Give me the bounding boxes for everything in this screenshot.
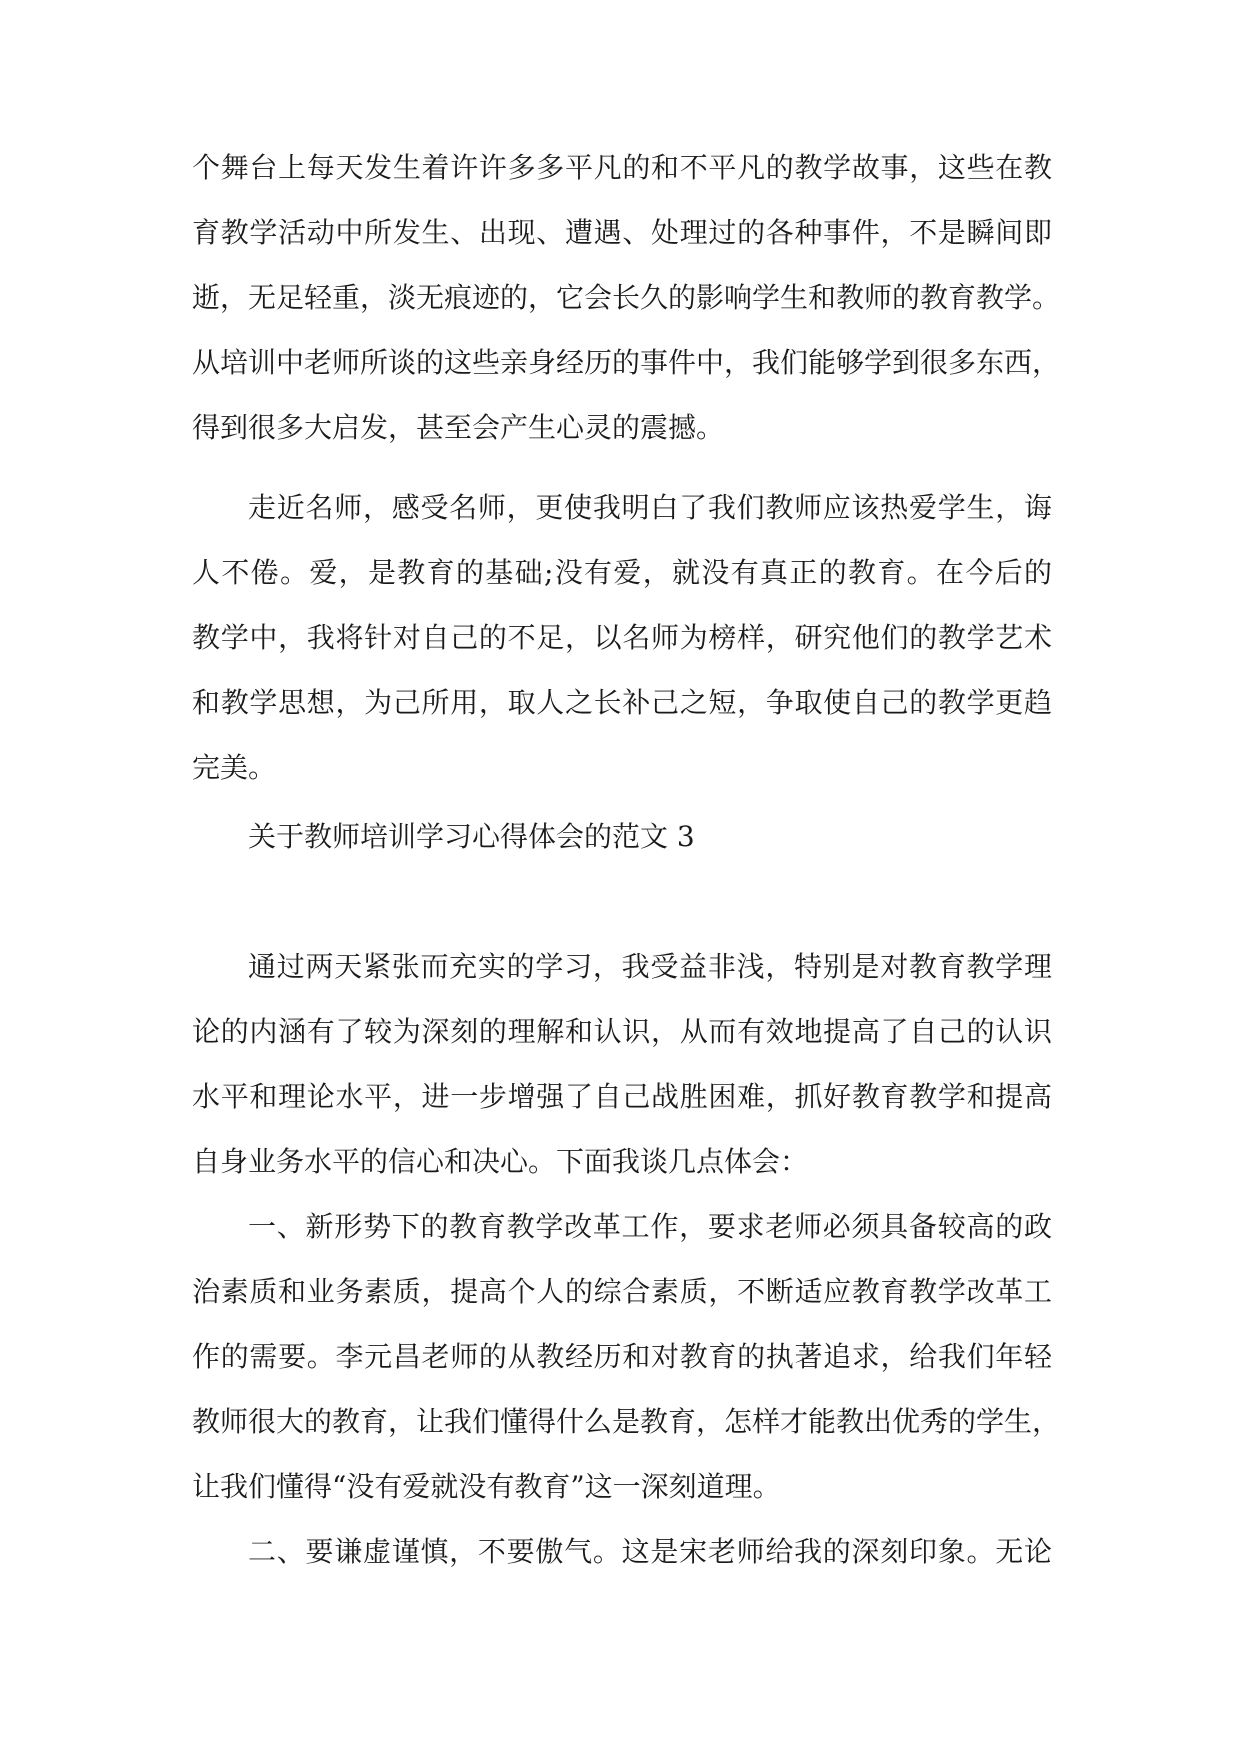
paragraph-line: 自身业务水平的信心和决心。下面我谈几点体会： bbox=[192, 1145, 809, 1178]
paragraph-line: 逝，无足轻重，淡无痕迹的，它会长久的影响学生和教师的教育教学。 bbox=[192, 281, 1061, 314]
paragraph-line: 让我们懂得“没有爱就没有教育”这一深刻道理。 bbox=[192, 1470, 781, 1503]
paragraph-line: 治素质和业务素质，提高个人的综合素质，不断适应教育教学改革工 bbox=[192, 1275, 1052, 1308]
paragraph-line: 从培训中老师所谈的这些亲身经历的事件中，我们能够学到很多东西， bbox=[192, 346, 1061, 379]
paragraph-line: 作的需要。李元昌老师的从教经历和对教育的执著追求，给我们年轻 bbox=[192, 1340, 1052, 1373]
paragraph-line: 得到很多大启发，甚至会产生心灵的震撼。 bbox=[192, 411, 725, 444]
paragraph-line: 和教学思想，为己所用，取人之长补己之短，争取使自己的教学更趋 bbox=[192, 686, 1052, 719]
section-heading: 关于教师培训学习心得体会的范文 3 bbox=[248, 820, 695, 853]
paragraph-line: 论的内涵有了较为深刻的理解和认识，从而有效地提高了自己的认识 bbox=[192, 1015, 1052, 1048]
paragraph-line: 教师很大的教育，让我们懂得什么是教育，怎样才能教出优秀的学生， bbox=[192, 1405, 1061, 1438]
paragraph-line: 教学中，我将针对自己的不足，以名师为榜样，研究他们的教学艺术 bbox=[192, 621, 1052, 654]
paragraph-line: 个舞台上每天发生着许许多多平凡的和不平凡的教学故事，这些在教 bbox=[192, 151, 1052, 184]
paragraph-line: 人不倦。爱，是教育的基础;没有爱，就没有真正的教育。在今后的 bbox=[192, 556, 1052, 589]
paragraph-line: 完美。 bbox=[192, 751, 277, 784]
paragraph-line: 通过两天紧张而充实的学习，我受益非浅，特别是对教育教学理 bbox=[248, 950, 1052, 983]
paragraph-line: 二、要谦虚谨慎，不要傲气。这是宋老师给我的深刻印象。无论 bbox=[248, 1535, 1052, 1568]
paragraph-line: 育教学活动中所发生、出现、遭遇、处理过的各种事件，不是瞬间即 bbox=[192, 216, 1052, 249]
paragraph-line: 走近名师，感受名师，更使我明白了我们教师应该热爱学生，诲 bbox=[248, 491, 1052, 524]
paragraph-line: 水平和理论水平，进一步增强了自己战胜困难，抓好教育教学和提高 bbox=[192, 1080, 1052, 1113]
paragraph-line: 一、新形势下的教育教学改革工作，要求老师必须具备较高的政 bbox=[248, 1210, 1052, 1243]
